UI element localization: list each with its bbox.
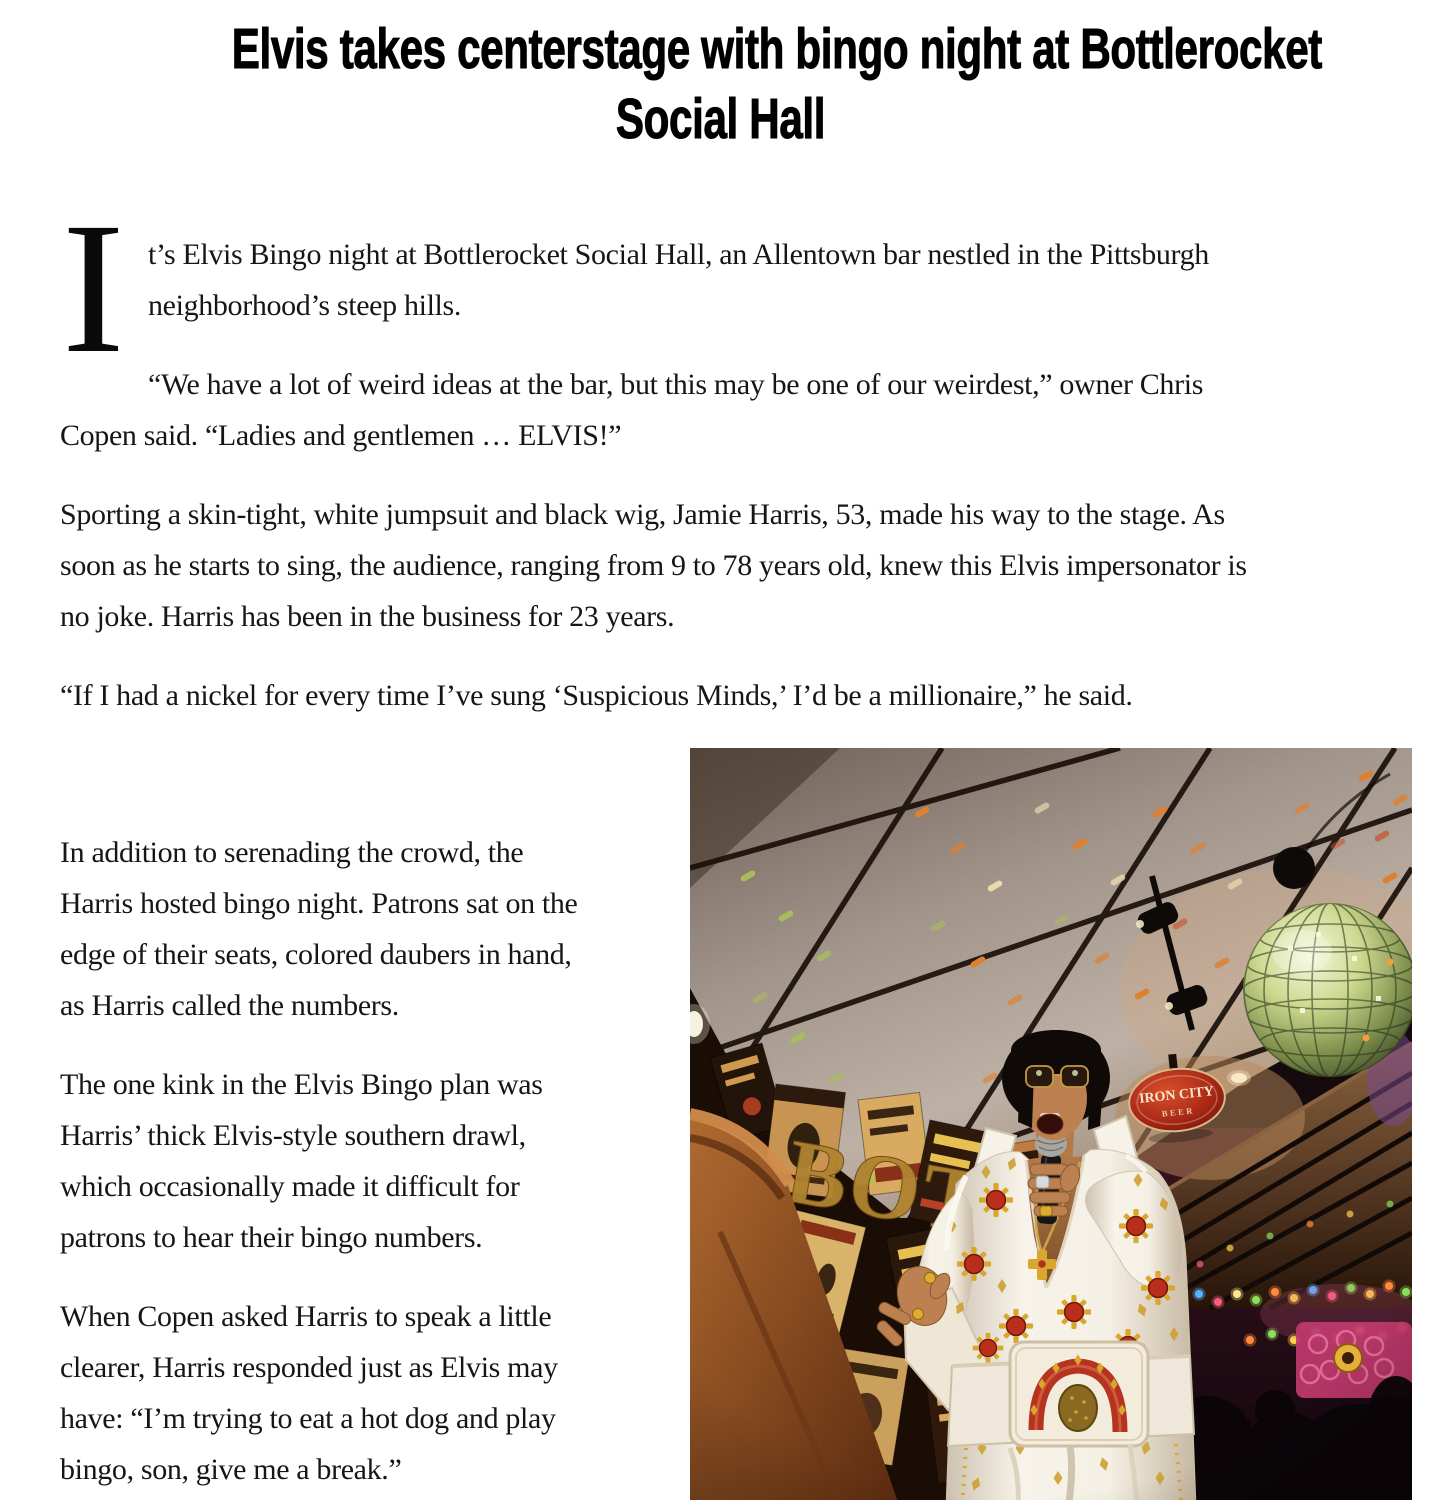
article-photo (690, 748, 1412, 1500)
text-line: t’s Elvis Bingo night at Bottlerocket Social Hall, an Allentown bar nestled in the Pittsburgh (148, 238, 1209, 271)
text-line: have: “I’m trying to eat a hot dog and play (60, 1402, 556, 1435)
text-line: no joke. Harris has been in the business for 23 years. (60, 600, 675, 633)
text-line: Copen said. “Ladies and gentlemen … ELVIS!” (60, 419, 622, 452)
paragraph-2 (60, 359, 1381, 461)
text-line: Harris’ thick Elvis-style southern drawl, (60, 1119, 526, 1152)
title-line-2: Social Hall (615, 87, 826, 151)
title-line-1: Elvis takes centerstage with bingo night at Bottlerocket (231, 17, 1322, 81)
paragraph-3 (60, 489, 1381, 642)
text-line: clearer, Harris responded just as Elvis may (60, 1351, 558, 1384)
text-line: “If I had a nickel for every time I’ve sung ‘Suspicious Minds,’ I’d be a millionaire,” he said. (60, 679, 1133, 712)
paragraph-7 (60, 1291, 690, 1495)
text-line: patrons to hear their bingo numbers. (60, 1221, 483, 1254)
text-line: bingo, son, give me a break.” (60, 1453, 402, 1486)
paragraph-4 (60, 670, 1381, 721)
text-line: When Copen asked Harris to speak a little (60, 1300, 552, 1333)
photo-illustration (690, 748, 1412, 1500)
text-line: “We have a lot of weird ideas at the bar, but this may be one of our weirdest,” owner Chris (148, 368, 1204, 401)
text-line: edge of their seats, colored daubers in hand, (60, 938, 572, 971)
text-line: Sporting a skin-tight, white jumpsuit and black wig, Jamie Harris, 53, made his way to the stage. As (60, 498, 1225, 531)
text-line: neighborhood’s steep hills. (148, 289, 462, 322)
drop-cap: I (62, 183, 125, 392)
text-line: soon as he starts to sing, the audience, ranging from 9 to 78 years old, knew this Elvis impersonator is (60, 549, 1247, 582)
vignette (690, 748, 1412, 1500)
text-line: In addition to serenading the crowd, the (60, 836, 524, 869)
page-title (231, 14, 1322, 154)
paragraph-6 (60, 1059, 690, 1263)
text-line: Harris hosted bingo night. Patrons sat on the (60, 887, 578, 920)
text-line: which occasionally made it difficult for (60, 1170, 520, 1203)
text-line: The one kink in the Elvis Bingo plan was (60, 1068, 543, 1101)
text-line: as Harris called the numbers. (60, 989, 399, 1022)
paragraph-5 (60, 827, 690, 1031)
